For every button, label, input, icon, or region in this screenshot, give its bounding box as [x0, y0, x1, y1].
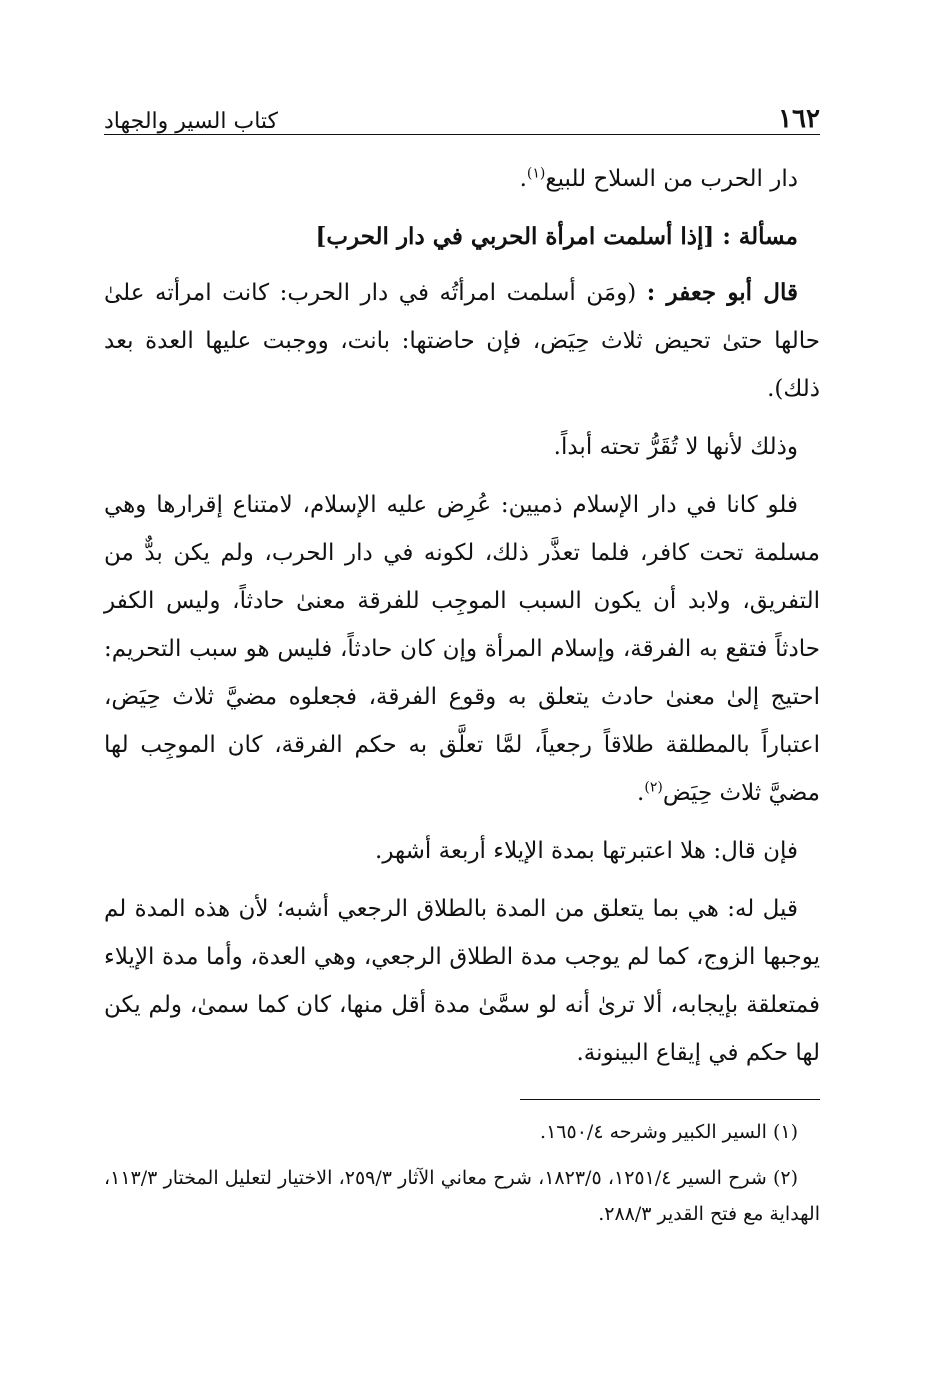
paragraph-5: فإن قال: هلا اعتبرتها بمدة الإيلاء أربعة أشهر. — [375, 838, 798, 864]
book-title: كتاب السير والجهاد — [104, 109, 279, 134]
paragraph-1 — [104, 155, 820, 203]
paragraph-4 — [104, 481, 820, 817]
footnote-ref-2[interactable]: (٢) — [644, 779, 663, 796]
page-number: ١٦٢ — [778, 104, 820, 134]
paragraph-1-end: . — [519, 166, 527, 192]
paragraph-2-text: (ومَن أسلمت امرأتُه في دار الحرب: كانت امرأته علىٰ حالها حتىٰ تحيض ثلاث حِيَض، فإن حاضتها: بانت، ووجبت عليها العدة بعد ذلك). — [104, 280, 820, 402]
footnote-ref-1[interactable]: (١) — [526, 165, 546, 182]
footnotes — [104, 1114, 820, 1232]
paragraph-4-end: . — [637, 780, 645, 806]
paragraph-2 — [104, 269, 820, 413]
running-header — [104, 90, 820, 135]
paragraph-4-text: فلو كانا في دار الإسلام ذميين: عُرِض عليه الإسلام، لامتناع إقرارها وهي مسلمة تحت كافر، فلما تعذَّر ذلك، لكونه في دار الحرب، ولم يكن بدٌّ من التفريق، ولابد أن يكون السبب الموجِب للفرقة معنىٰ حادثاً، وليس الكفر حادثاً فتقع به الفرقة، وإسلام المرأة وإن كان حادثاً، فليس هو سبب التحريم: احتيج إلىٰ معنىٰ حادث يتعلق به وقوع الفرقة، فجعلوه مضيَّ ثلاث حِيَض، اعتباراً بالمطلقة طلاقاً رجعياً، لمَّا تعلَّق به حكم الفرقة، كان الموجِب لها مضيَّ ثلاث حِيَض — [104, 492, 820, 806]
book-page — [104, 90, 820, 1242]
footnote-2: (٢) شرح السير ١٢٥١/٤، ١٨٢٣/٥، شرح معاني الآثار ٢٥٩/٣، الاختيار لتعليل المختار ١١٣/٣، الهداية مع فتح القدير ٢٨٨/٣. — [104, 1167, 820, 1225]
paragraph-3: وذلك لأنها لا تُقَرُّ تحته أبداً. — [553, 434, 798, 460]
heading-label: مسألة : — [722, 223, 798, 250]
heading-title: [إذا أسلمت امرأة الحربي في دار الحرب] — [315, 223, 715, 250]
paragraph-1-text: دار الحرب من السلاح للبيع — [545, 166, 798, 192]
footnote-1: (١) السير الكبير وشرحه ١٦٥٠/٤. — [540, 1121, 798, 1143]
paragraph-6: قيل له: هي بما يتعلق من المدة بالطلاق الرجعي أشبه؛ لأن هذه المدة لم يوجبها الزوج، كما لم يوجب مدة الطلاق الرجعي، وهي العدة، وأما مدة الإيلاء فمتعلقة بإيجابه، ألا ترىٰ أنه لو سمَّىٰ مدة أقل منها، كان كما سمىٰ، ولم يكن لها حكم في إيقاع البينونة. — [104, 896, 820, 1066]
speaker-label: قال أبو جعفر : — [646, 279, 799, 306]
footnote-divider — [520, 1099, 820, 1100]
main-text — [104, 155, 820, 1077]
section-heading — [104, 213, 820, 261]
